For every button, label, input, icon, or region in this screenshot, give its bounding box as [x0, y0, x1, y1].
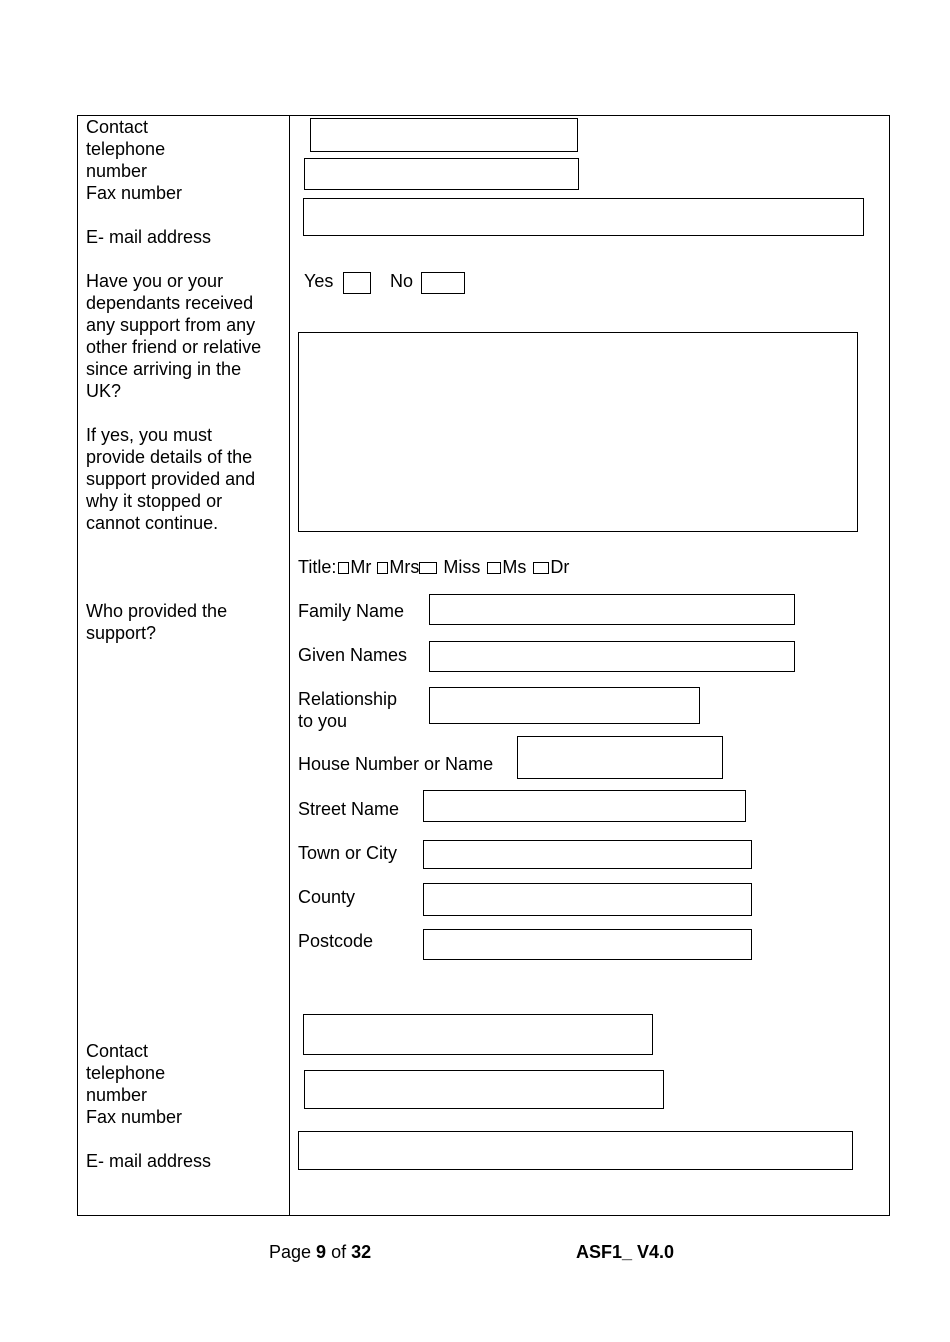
who-provided-line: support? [86, 623, 157, 643]
title-mrs-checkbox[interactable] [377, 562, 388, 574]
support-question-line: other friend or relative [86, 337, 262, 357]
page-of: of [326, 1242, 352, 1262]
postcode-input[interactable] [423, 929, 752, 960]
title-miss-label: Miss [443, 557, 481, 577]
postcode-label: Postcode [298, 931, 374, 951]
page-prefix: Page [269, 1242, 317, 1262]
who-provided-line: Who provided the [86, 601, 228, 621]
street-input[interactable] [423, 790, 746, 822]
house-label: House Number or Name [298, 754, 494, 774]
contact-label-1 [86, 116, 182, 204]
relationship-line: Relationship [298, 689, 398, 709]
document-reference: ASF1_ V4.0 [576, 1242, 675, 1262]
yes-checkbox[interactable] [343, 272, 371, 294]
town-input[interactable] [423, 840, 752, 869]
email-label-1: E- mail address [86, 227, 212, 247]
given-names-label: Given Names [298, 645, 408, 665]
support-details-textarea[interactable] [298, 332, 858, 532]
given-names-input[interactable] [429, 641, 795, 672]
no-label: No [390, 271, 414, 291]
page-number [269, 1241, 371, 1263]
number-line: number [86, 1085, 148, 1105]
town-label: Town or City [298, 843, 398, 863]
yes-label: Yes [304, 271, 334, 291]
support-question-line: UK? [86, 381, 122, 401]
title-ms-label: Ms [502, 557, 527, 577]
fax-input-1[interactable] [304, 158, 579, 190]
details-prompt-line: If yes, you must [86, 425, 213, 445]
support-question-line: any support from any [86, 315, 256, 335]
relationship-input[interactable] [429, 687, 700, 724]
telephone-line: telephone [86, 1063, 166, 1083]
column-divider [289, 115, 290, 1216]
telephone-input-1[interactable] [310, 118, 578, 152]
contact-label-2 [86, 1040, 182, 1128]
page-total: 32 [351, 1242, 372, 1262]
title-label: Title: [298, 557, 337, 577]
details-prompt [86, 424, 255, 534]
contact-line: Contact [86, 1041, 149, 1061]
details-prompt-line: why it stopped or [86, 491, 223, 511]
family-name-input[interactable] [429, 594, 795, 625]
county-input[interactable] [423, 883, 752, 916]
email-input-2[interactable] [298, 1131, 853, 1170]
title-ms-checkbox[interactable] [487, 562, 501, 574]
support-question-line: Have you or your [86, 271, 224, 291]
number-line: number [86, 161, 148, 181]
who-provided-question [86, 600, 227, 644]
telephone-input-2[interactable] [303, 1014, 653, 1055]
page-current: 9 [316, 1242, 327, 1262]
fax-input-2[interactable] [304, 1070, 664, 1109]
title-mr-checkbox[interactable] [338, 562, 349, 574]
contact-line: Contact [86, 117, 149, 137]
family-name-label: Family Name [298, 601, 405, 621]
county-label: County [298, 887, 356, 907]
title-mr-label: Mr [350, 557, 372, 577]
title-dr-checkbox[interactable] [533, 562, 549, 574]
no-checkbox[interactable] [421, 272, 465, 294]
email-input-1[interactable] [303, 198, 864, 236]
title-mrs-label: Mrs [389, 557, 420, 577]
relationship-label [298, 688, 397, 732]
relationship-line: to you [298, 711, 348, 731]
details-prompt-line: cannot continue. [86, 513, 219, 533]
fax-number-label: Fax number [86, 183, 183, 203]
fax-number-label: Fax number [86, 1107, 183, 1127]
details-prompt-line: support provided and [86, 469, 256, 489]
title-dr-label: Dr [550, 557, 570, 577]
support-question-line: dependants received [86, 293, 254, 313]
support-question [86, 270, 261, 402]
house-input[interactable] [517, 736, 723, 779]
support-question-line: since arriving in the [86, 359, 242, 379]
telephone-line: telephone [86, 139, 166, 159]
title-row [298, 556, 569, 578]
email-label-2: E- mail address [86, 1151, 212, 1171]
details-prompt-line: provide details of the [86, 447, 253, 467]
street-label: Street Name [298, 799, 400, 819]
title-miss-checkbox[interactable] [419, 562, 437, 574]
